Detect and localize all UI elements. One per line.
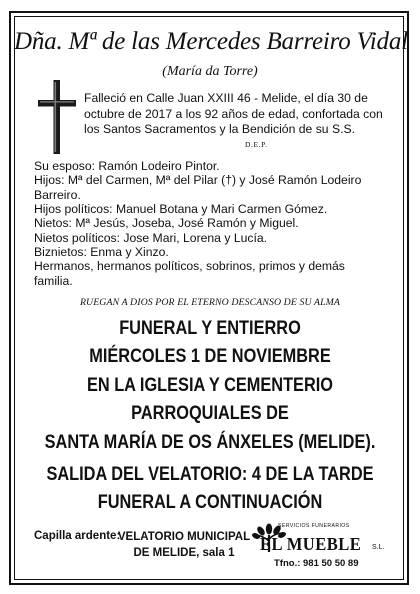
- logo-tagline: SERVICIOS FUNERARIOS: [278, 523, 350, 529]
- logo-company-suffix: S.L.: [372, 544, 385, 551]
- chapel-venue: [114, 530, 254, 561]
- ceremony-line: EN LA IGLESIA Y CEMENTERIO: [86, 374, 334, 396]
- obituary-text: Falleció en Calle Juan XXIII 46 - Melide, el día 30 de octubre de 2017 a los 92 años de edad, confortada con los Santos Sacramentos y la Bendición de su S.S.: [84, 91, 383, 137]
- logo-phone: Tfno.: 981 50 50 89: [274, 558, 359, 569]
- rip-abbreviation: D.E.P.: [245, 140, 268, 149]
- family-list: [34, 159, 386, 288]
- family-line-spouse: Su esposo: Ramón Lodeiro Pintor.: [34, 159, 220, 173]
- ceremony-line: FUNERAL Y ENTIERRO: [119, 318, 301, 339]
- prayer-line: RUEGAN A DIOS POR EL ETERNO DESCANSO DE SU ALMA: [79, 297, 341, 308]
- ceremony-details: [41, 315, 378, 518]
- ceremony-line: SANTA MARÍA DE OS ÁNXELES (MELIDE).: [44, 431, 376, 453]
- chapel-venue-line: VELATORIO MUNICIPAL: [117, 531, 251, 543]
- cross-icon: [36, 78, 78, 156]
- departure-line: SALIDA DEL VELATORIO: 4 DE LA TARDE: [46, 464, 374, 486]
- family-line-children-in-law: Hijos políticos: Manuel Botana y Mari Carmen Gómez.: [34, 202, 328, 217]
- family-line-grandchildren-in-law: Nietos políticos: Jose Mari, Lorena y Lucía.: [34, 230, 268, 245]
- departure-line: FUNERAL A CONTINUACIÓN: [97, 492, 323, 514]
- family-line-great-grandchildren: Biznietos: Enma y Xinzo.: [34, 245, 169, 260]
- logo-brand-name: EL MUEBLE: [260, 534, 362, 554]
- family-line-grandchildren: Nietos: Mª Jesús, Joseba, José Ramón y Miguel.: [34, 216, 299, 231]
- ceremony-line: PARROQUIALES DE: [131, 403, 289, 425]
- ceremony-line: MIÉRCOLES 1 DE NOVIEMBRE: [89, 346, 331, 368]
- family-line-relatives: Hermanos, hermanos políticos, sobrinos, primos y demás familia.: [34, 259, 345, 288]
- chapel-venue-line: DE MELIDE, sala 1: [133, 546, 235, 559]
- deceased-alias: (María da Torre): [162, 64, 258, 79]
- funeral-home-logo: [248, 520, 398, 570]
- chapel-label: Capilla ardente:: [34, 530, 121, 542]
- family-line-children: Hijos: Mª del Carmen, Mª del Pilar (†) y José Ramón Lodeiro Barreiro.: [34, 173, 362, 202]
- deceased-name: Dña. Mª de las Mercedes Barreiro Vidal: [14, 28, 408, 55]
